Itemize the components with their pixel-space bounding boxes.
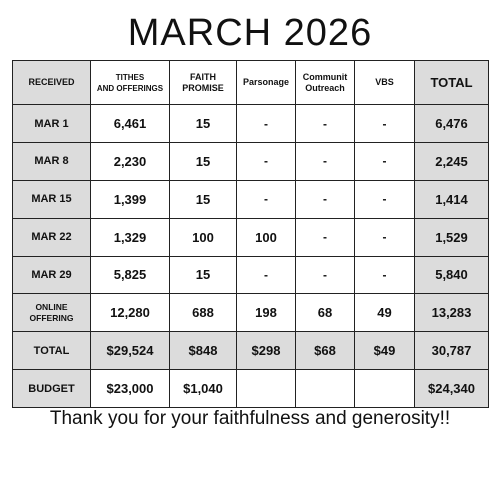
table-cell: 5,825 (91, 256, 170, 294)
row-total-cell: 1,529 (415, 218, 489, 256)
table-cell: 49 (355, 294, 415, 332)
table-cell: 1,399 (91, 180, 170, 218)
table-cell: 2,230 (91, 143, 170, 181)
table-cell (355, 370, 415, 408)
table-cell: - (296, 218, 355, 256)
table-cell: 1,329 (91, 218, 170, 256)
table-row (13, 256, 489, 294)
row-total-cell: 1,414 (415, 180, 489, 218)
header-vbs: VBS (355, 61, 415, 105)
table-cell: $68 (296, 332, 355, 370)
header-faith-promise: FAITH PROMISE (170, 61, 237, 105)
table-cell: - (237, 180, 296, 218)
row-total-cell: 6,476 (415, 105, 489, 143)
table-cell (296, 370, 355, 408)
table-row (13, 180, 489, 218)
row-label: MAR 15 (13, 180, 91, 218)
table-row (13, 105, 489, 143)
table-cell: - (237, 105, 296, 143)
table-cell: - (355, 180, 415, 218)
row-label: TOTAL (13, 332, 91, 370)
table-row (13, 370, 489, 408)
row-label: MAR 8 (13, 143, 91, 181)
table-row (13, 218, 489, 256)
header-received: RECEIVED (13, 61, 91, 105)
table-cell: $1,040 (170, 370, 237, 408)
table-cell: 100 (237, 218, 296, 256)
row-label: MAR 1 (13, 105, 91, 143)
row-total-cell: 5,840 (415, 256, 489, 294)
row-label: BUDGET (13, 370, 91, 408)
table-cell: $23,000 (91, 370, 170, 408)
giving-table (12, 60, 489, 408)
table-cell: - (296, 180, 355, 218)
table-cell: - (237, 143, 296, 181)
page-title: MARCH 2026 (127, 12, 373, 54)
table-body (13, 105, 489, 408)
table-cell: $298 (237, 332, 296, 370)
table-cell: 100 (170, 218, 237, 256)
table-cell: - (355, 256, 415, 294)
table-cell: 15 (170, 180, 237, 218)
table-row (13, 143, 489, 181)
table-cell: 15 (170, 143, 237, 181)
table-cell: - (296, 256, 355, 294)
table-row (13, 294, 489, 332)
table-row (13, 332, 489, 370)
row-label: ONLINE OFFERING (13, 294, 91, 332)
row-total-cell: 2,245 (415, 143, 489, 181)
table-cell: - (296, 105, 355, 143)
table-cell: 688 (170, 294, 237, 332)
table-cell: - (355, 105, 415, 143)
header-parsonage: Parsonage (237, 61, 296, 105)
table-cell: $29,524 (91, 332, 170, 370)
header-community-outreach: Communit Outreach (296, 61, 355, 105)
row-total-cell: 13,283 (415, 294, 489, 332)
table-cell: - (296, 143, 355, 181)
table-cell: 15 (170, 105, 237, 143)
table-cell: 198 (237, 294, 296, 332)
table-cell: $49 (355, 332, 415, 370)
table-cell: - (355, 143, 415, 181)
table-cell: 68 (296, 294, 355, 332)
table-cell: 12,280 (91, 294, 170, 332)
header-tithes: TITHES AND OFFERINGS (91, 61, 170, 105)
thank-you-message: Thank you for your faithfulness and generosity!! (49, 408, 451, 429)
header-row (13, 61, 489, 105)
header-total: TOTAL (415, 61, 489, 105)
table-cell: 6,461 (91, 105, 170, 143)
table-cell: 15 (170, 256, 237, 294)
row-label: MAR 22 (13, 218, 91, 256)
table-cell (237, 370, 296, 408)
table-cell: $848 (170, 332, 237, 370)
table-cell: - (355, 218, 415, 256)
row-total-cell: $24,340 (415, 370, 489, 408)
row-total-cell: 30,787 (415, 332, 489, 370)
row-label: MAR 29 (13, 256, 91, 294)
table-cell: - (237, 256, 296, 294)
